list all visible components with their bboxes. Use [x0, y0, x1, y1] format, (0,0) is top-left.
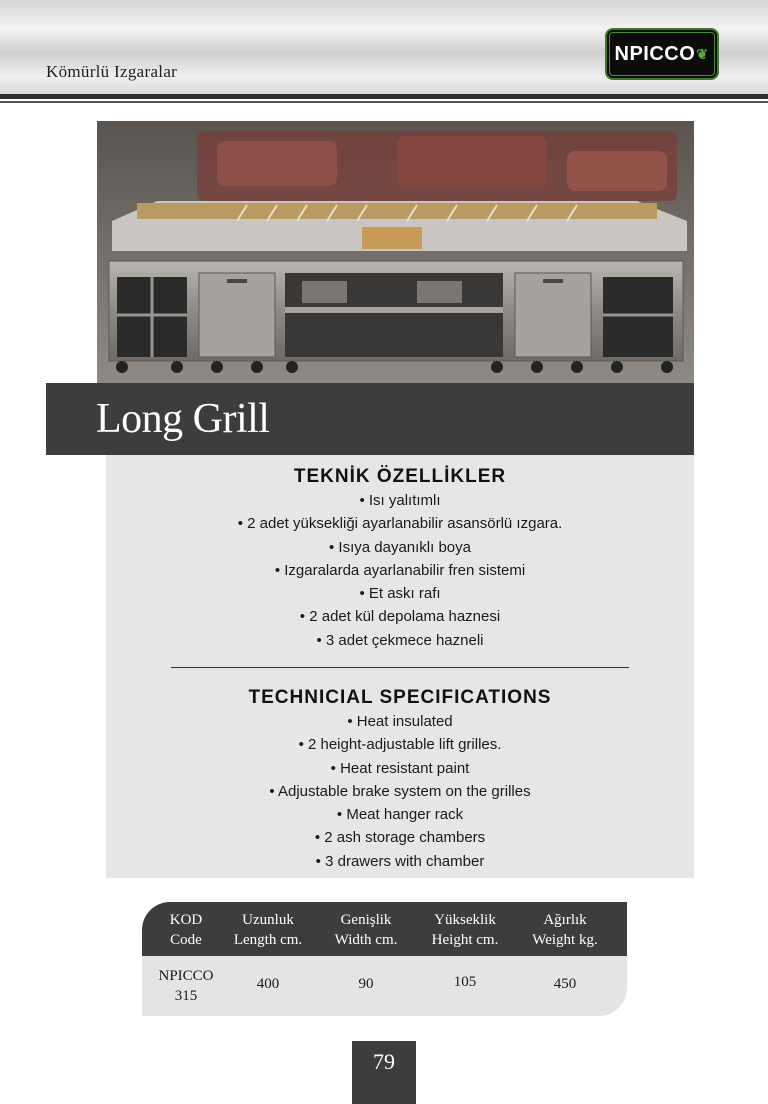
section-divider: [171, 667, 629, 668]
header-width: Genişlik Width cm.: [334, 912, 398, 948]
header-weight: Ağırlık Weight kg.: [532, 912, 598, 948]
spec-item: • 3 adet çekmece hazneli: [316, 631, 484, 649]
npicco-logo: [605, 28, 719, 80]
header-divider: [0, 94, 768, 104]
spec-item: • Et askı rafı: [359, 585, 441, 603]
spec-item: • Adjustable brake system on the grilles: [269, 782, 531, 800]
spec-item: • 3 drawers with chamber: [315, 852, 485, 870]
spec-heading-en: TECHNICIAL SPECIFICATIONS: [248, 687, 552, 708]
spec-list-tr: [106, 489, 694, 652]
table-row: [142, 956, 627, 1016]
dimensions-table: [142, 902, 627, 1016]
cell-weight: 450: [553, 976, 577, 992]
spec-item: • 2 adet kül depolama haznesi: [299, 608, 501, 626]
spec-heading-tr: TEKNİK ÖZELLİKLER: [293, 466, 507, 487]
leaf-icon: ❦: [696, 45, 709, 62]
cell-length: 400: [256, 976, 280, 992]
cell-height: 105: [453, 974, 477, 990]
cell-width: 90: [358, 976, 374, 992]
spec-item: • Isı yalıtımlı: [359, 492, 441, 509]
logo-text: PICCO: [629, 42, 696, 65]
spec-item: • 2 ash storage chambers: [314, 829, 486, 847]
spec-item: • Izgaralarda ayarlanabilir fren sistemi: [274, 561, 526, 579]
spec-item: • 2 adet yüksekliği ayarlanabilir asansörlü ızgara.: [237, 515, 563, 533]
page-number: 79: [352, 1041, 416, 1104]
spec-item: • Meat hanger rack: [336, 806, 464, 824]
spec-list-en: [106, 710, 694, 873]
header-length: Uzunluk Length cm.: [233, 912, 303, 948]
product-photo: [97, 121, 694, 383]
product-title: Long Grill: [96, 396, 270, 442]
spec-item: • Isıya dayanıklı boya: [329, 538, 471, 556]
spec-item: • 2 height-adjustable lift grilles.: [298, 736, 502, 754]
product-title-band: [46, 383, 694, 455]
cell-code: NPICCO 315: [158, 968, 214, 1004]
table-header: [142, 902, 627, 956]
specifications-panel: [106, 455, 694, 878]
logo-letter: N: [614, 42, 630, 65]
header-height: Yükseklik Height cm.: [431, 912, 499, 948]
spec-item: • Heat insulated: [347, 713, 453, 730]
long-grill-photo: [97, 121, 694, 383]
section-title: Kömürlü Izgaralar: [46, 62, 178, 81]
spec-item: • Heat resistant paint: [330, 759, 470, 777]
header-code: KOD Code: [169, 912, 203, 948]
